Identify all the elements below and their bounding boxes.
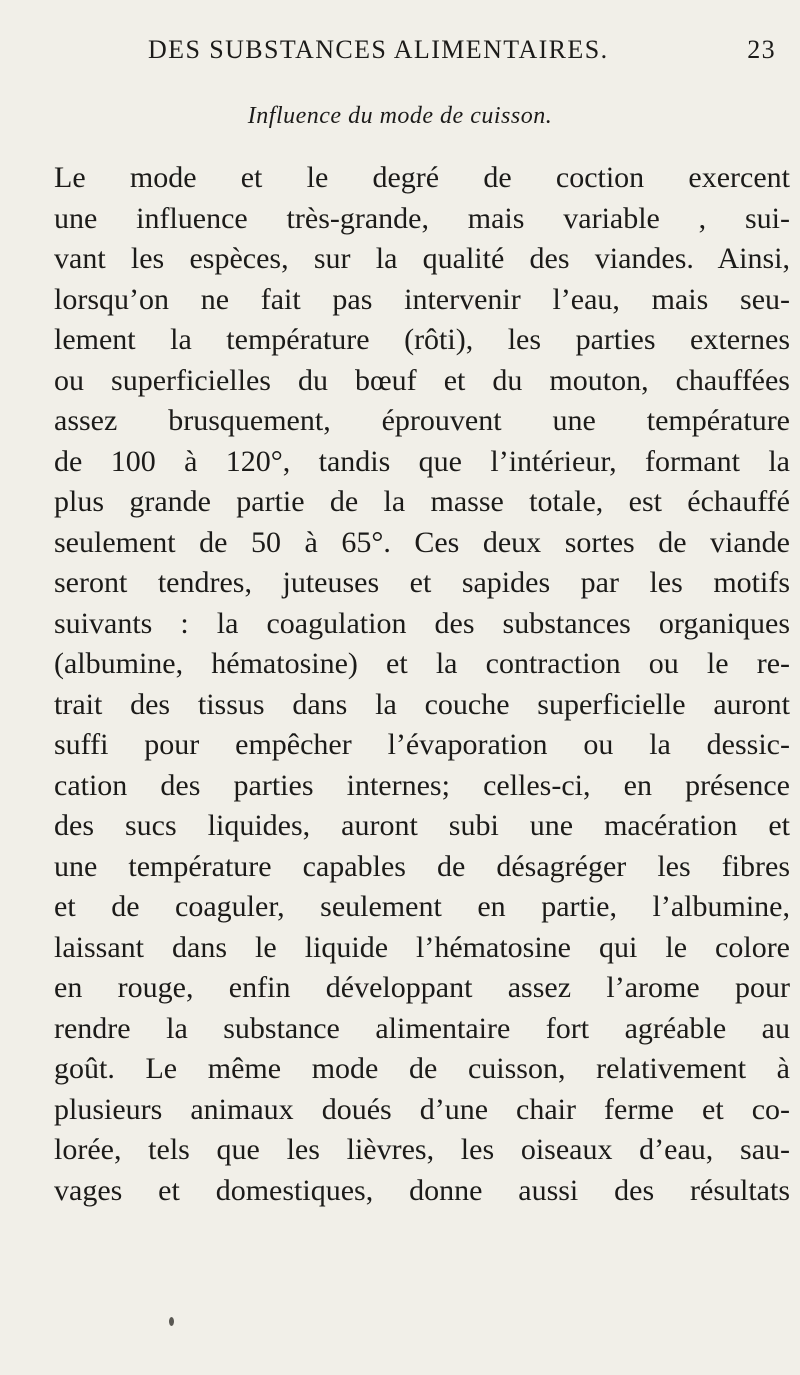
body-paragraph <box>54 158 790 1211</box>
text-line: vant les espèces, sur la qualité des viandes. Ainsi, <box>54 242 790 275</box>
text-line: une température capables de désagréger les fibres <box>54 849 790 883</box>
section-heading: Influence du mode de cuisson. <box>247 103 553 129</box>
running-title: DES SUBSTANCES ALIMENTAIRES. <box>148 35 609 64</box>
text-line: des sucs liquides, auront subi une macération et <box>54 809 790 842</box>
text-line: trait des tissus dans la couche superficielle auront <box>54 687 790 721</box>
text-line: suffi pour empêcher l’évaporation ou la dessic- <box>54 728 790 761</box>
text-line: vages et domestiques, donne aussi des résultats <box>54 1173 790 1207</box>
text-line: plusieurs animaux doués d’une chair ferme et co- <box>54 1092 790 1126</box>
text-line: (albumine, hématosine) et la contraction ou le re- <box>54 647 790 680</box>
text-line: seront tendres, juteuses et sapides par les motifs <box>54 566 790 599</box>
text-line: assez brusquement, éprouvent une température <box>54 404 790 437</box>
text-line: cation des parties internes; celles-ci, en présence <box>54 768 790 802</box>
text-line: de 100 à 120°, tandis que l’intérieur, formant la <box>54 444 790 478</box>
text-line: lement la température (rôti), les parties externes <box>54 323 790 356</box>
ink-speck <box>169 1317 174 1326</box>
text-line: suivants : la coagulation des substances organiques <box>54 606 790 640</box>
text-line: et de coaguler, seulement en partie, l’albumine, <box>54 890 790 923</box>
text-line: rendre la substance alimentaire fort agréable au <box>54 1011 790 1045</box>
text-line: plus grande partie de la masse totale, est échauffé <box>54 485 790 518</box>
text-line: lorsqu’on ne fait pas intervenir l’eau, mais seu- <box>54 282 790 316</box>
running-head <box>148 30 776 70</box>
text-line: ou superficielles du bœuf et du mouton, chauffées <box>54 363 790 397</box>
page-number: 23 <box>747 35 776 64</box>
text-line: lorée, tels que les lièvres, les oiseaux d’eau, sau- <box>54 1133 790 1166</box>
text-line: en rouge, enfin développant assez l’arome pour <box>54 971 790 1004</box>
text-line: Le mode et le degré de coction exercent <box>54 161 790 194</box>
text-line: laissant dans le liquide l’hématosine qui le colore <box>54 930 790 964</box>
text-line: une influence très-grande, mais variable , sui- <box>54 201 790 235</box>
text-line: seulement de 50 à 65°. Ces deux sortes de viande <box>54 525 790 559</box>
text-line: goût. Le même mode de cuisson, relativement à <box>54 1052 790 1085</box>
